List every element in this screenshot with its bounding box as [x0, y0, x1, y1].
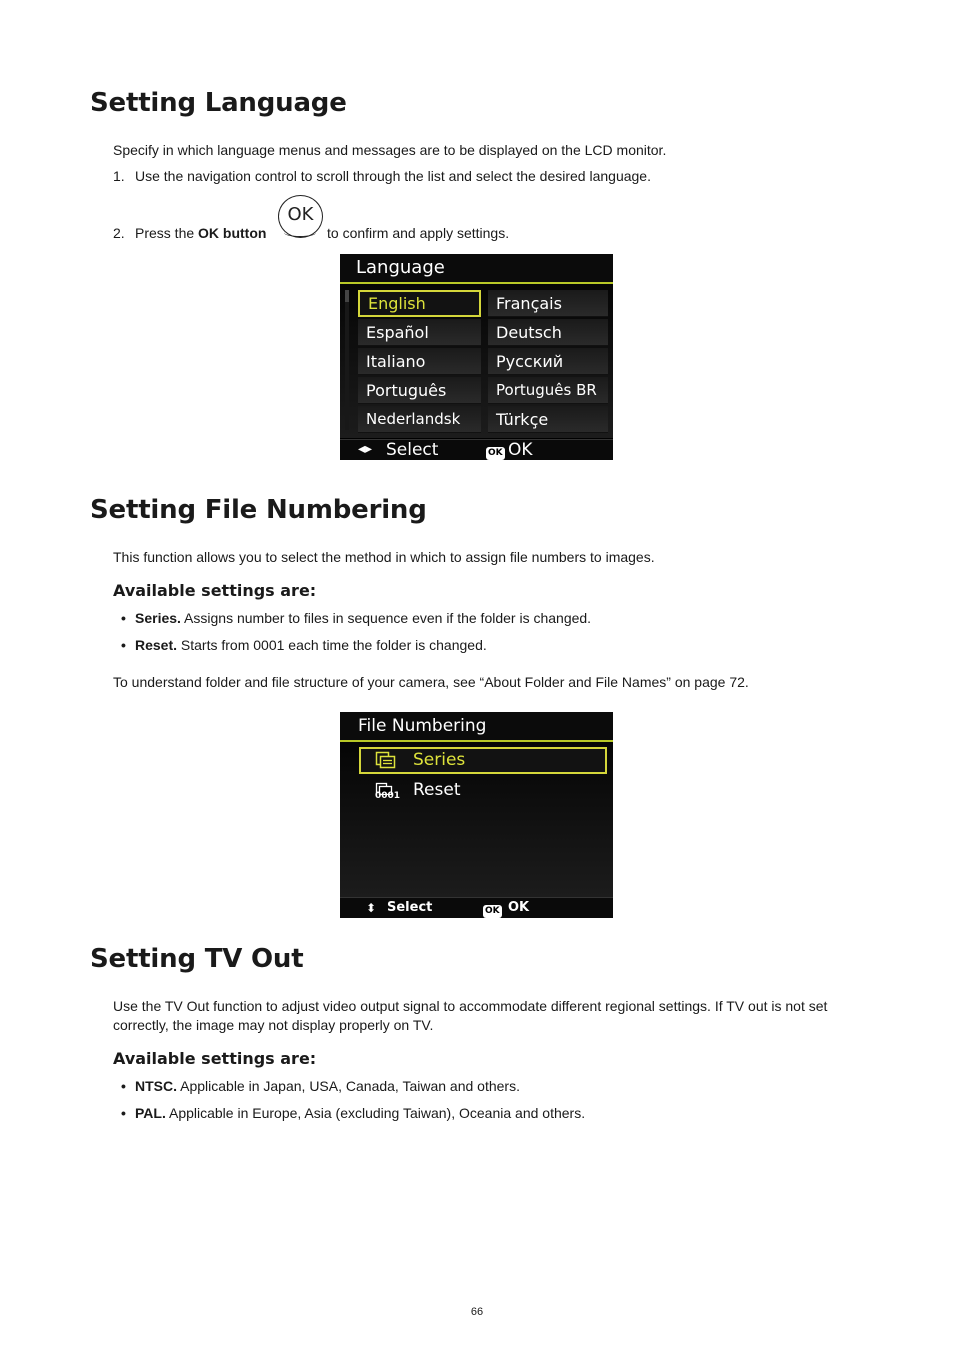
screen-title: Language — [340, 254, 613, 282]
bullet-dot: • — [121, 610, 126, 626]
section-heading-language: Setting Language — [90, 88, 347, 118]
bullet-term: PAL. — [135, 1105, 166, 1121]
language-option-nederlandsk[interactable]: Nederlandsk — [358, 406, 481, 433]
section-heading-tv-out: Setting TV Out — [90, 944, 304, 974]
language-intro: Specify in which language menus and messages are to be displayed on the LCD monitor. — [113, 142, 667, 158]
footer-select-label: Select — [386, 440, 439, 460]
language-option-espanol[interactable]: Español — [358, 319, 481, 346]
ok-button-icon — [278, 195, 323, 238]
step-number: 1. — [113, 168, 125, 184]
tv-out-intro: Use the TV Out function to adjust video output signal to accommodate different regional settings. If TV out is not set correctly, the image may not display properly on TV. — [113, 998, 828, 1033]
language-option-deutsch[interactable]: Deutsch — [488, 319, 608, 346]
file-numbering-note: To understand folder and file structure of your camera, see “About Folder and File Names” on page 72. — [113, 674, 749, 690]
step-text: Use the navigation control to scroll through the list and select the desired language. — [135, 168, 651, 184]
language-option-russian[interactable]: Русский — [488, 348, 608, 375]
bullet-pal — [121, 1104, 585, 1123]
bullet-text: Applicable in Europe, Asia (excluding Taiwan), Oceania and others. — [165, 1105, 586, 1121]
language-option-english[interactable]: English — [358, 290, 481, 317]
step-number: 2. — [113, 225, 125, 241]
option-reset[interactable] — [361, 778, 605, 803]
available-settings-heading: Available settings are: — [113, 581, 317, 600]
bullet-term: Reset. — [135, 637, 178, 653]
language-option-portugues[interactable]: Português — [358, 377, 481, 404]
up-down-icon: ⬍ — [366, 901, 377, 915]
footer-ok-label: OK — [508, 440, 533, 460]
series-folder-icon — [375, 750, 395, 768]
ok-icon-text: OK — [287, 204, 314, 225]
language-step-2 — [113, 224, 266, 243]
screen-footer — [340, 897, 613, 918]
bullet-dot: • — [121, 1105, 126, 1121]
option-reset-label: Reset — [413, 780, 461, 800]
step-text-post: to confirm and apply settings. — [327, 225, 510, 241]
ok-button-label: OK button — [198, 225, 267, 241]
page-number: 66 — [470, 1306, 484, 1318]
bullet-series — [121, 609, 591, 628]
scrollbar-thumb — [345, 290, 349, 302]
bullet-dot: • — [121, 1078, 126, 1094]
reset-folder-icon — [375, 780, 401, 802]
option-series-label: Series — [413, 750, 466, 770]
language-option-francais[interactable]: Français — [488, 290, 608, 317]
ok-badge-icon: OK — [485, 906, 500, 916]
file-numbering-screen — [340, 712, 613, 918]
bullet-ntsc — [121, 1077, 520, 1096]
language-screen — [340, 254, 613, 460]
step-text-pre: Press the — [135, 225, 199, 241]
file-numbering-intro: This function allows you to select the method in which to assign file numbers to images. — [113, 549, 655, 565]
section-heading-file-numbering: Setting File Numbering — [90, 495, 427, 525]
bullet-text: Starts from 0001 each time the folder is changed. — [177, 637, 487, 653]
available-settings-heading: Available settings are: — [113, 1049, 317, 1068]
bullet-term: NTSC. — [135, 1078, 177, 1094]
bullet-dot: • — [121, 637, 126, 653]
navigate-icon: ◂▸ — [358, 441, 373, 457]
footer-select-label: Select — [387, 900, 433, 915]
language-step-1 — [113, 167, 651, 186]
bullet-text: Applicable in Japan, USA, Canada, Taiwan and others. — [177, 1078, 520, 1094]
bullet-term: Series. — [135, 610, 181, 626]
language-option-turkce[interactable]: Türkçe — [488, 406, 608, 433]
language-option-portugues-br[interactable]: Português BR — [488, 377, 608, 404]
language-option-italiano[interactable]: Italiano — [358, 348, 481, 375]
footer-ok-label: OK — [508, 900, 530, 915]
option-series[interactable] — [359, 747, 607, 774]
scrollbar — [345, 290, 349, 430]
reset-icon-label: 0001 — [375, 791, 401, 801]
bullet-reset — [121, 636, 487, 655]
ok-badge-icon: OK — [488, 448, 503, 458]
screen-title: File Numbering — [340, 712, 613, 740]
bullet-text: Assigns number to files in sequence even if the folder is changed. — [180, 610, 592, 626]
screen-footer — [340, 439, 613, 460]
